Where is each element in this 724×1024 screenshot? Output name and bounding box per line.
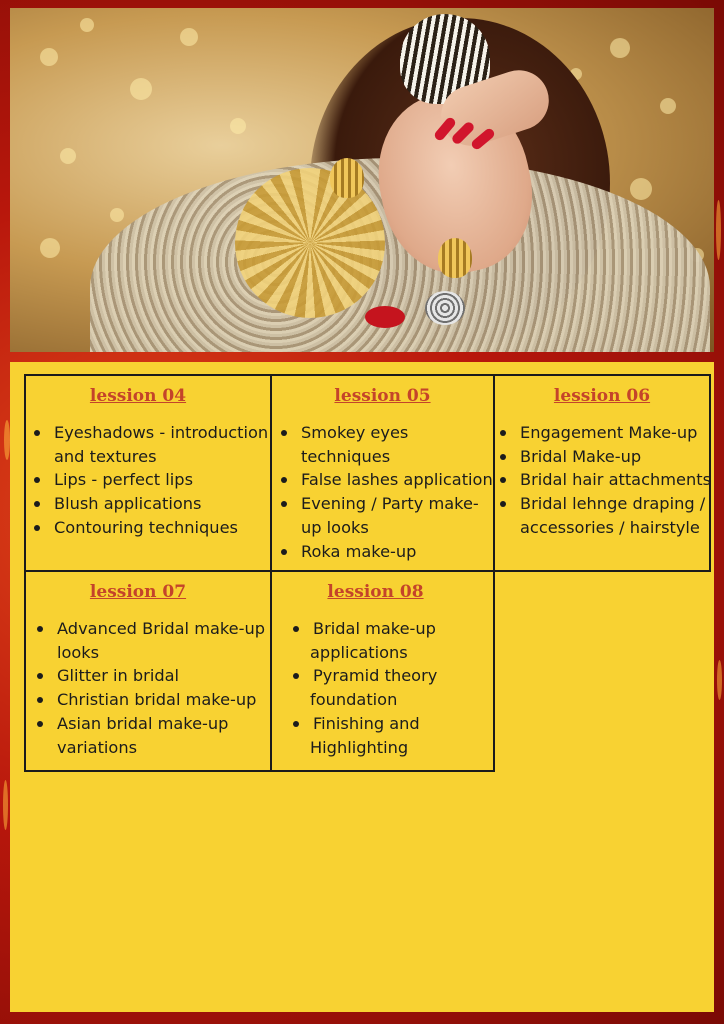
lesson-item: Asian bridal make-up: [32, 712, 265, 736]
bokeh-light: [630, 178, 652, 200]
lessons-grid: [24, 374, 711, 772]
lesson-item: Blush applications: [29, 492, 268, 516]
lesson-item: False lashes application: [276, 468, 493, 492]
lesson-cell-05: [270, 374, 495, 572]
bokeh-light: [180, 28, 198, 46]
lesson-item: Glitter in bridal: [32, 664, 265, 688]
bokeh-light: [80, 18, 94, 32]
hero-photo: [10, 8, 714, 352]
lesson-items: [495, 421, 711, 540]
lesson-item: Contouring techniques: [29, 516, 268, 540]
frame-speck: [717, 660, 722, 700]
bokeh-light: [110, 208, 124, 222]
bokeh-light: [660, 98, 676, 114]
lesson-item-continuation: applications: [310, 642, 408, 662]
lesson-items: [32, 617, 265, 759]
lesson-item: Bridal lehnge draping /: [495, 492, 711, 516]
lesson-item: Evening / Party make-: [276, 492, 493, 516]
red-bangle: [365, 306, 405, 328]
lesson-item: Finishing and: [288, 712, 437, 736]
lesson-item-continuation: up looks: [301, 517, 369, 537]
lesson-item: Roka make-up: [276, 540, 493, 564]
lesson-item-continuation: and textures: [54, 446, 157, 466]
lesson-item: Pyramid theory: [288, 664, 437, 688]
lessons-panel: [10, 362, 714, 1012]
lesson-item: Christian bridal make-up: [32, 688, 265, 712]
lesson-item: Bridal Make-up: [495, 445, 711, 469]
bokeh-light: [60, 148, 76, 164]
lesson-item: Smokey eyes: [276, 421, 493, 445]
lesson-item-continuation: Highlighting: [310, 737, 409, 757]
bokeh-light: [40, 48, 58, 66]
lesson-item: Eyeshadows - introduction: [29, 421, 268, 445]
lesson-title: lession 07: [89, 582, 187, 602]
bokeh-light: [40, 238, 60, 258]
bokeh-light: [230, 118, 246, 134]
lesson-item-continuation: foundation: [310, 690, 398, 710]
lesson-cell-04: [24, 374, 272, 572]
lesson-item: Lips - perfect lips: [29, 468, 268, 492]
earring: [438, 238, 472, 278]
lesson-title: lession 06: [553, 386, 651, 406]
earring: [330, 158, 364, 198]
lesson-item-continuation: variations: [57, 737, 138, 757]
lesson-item: Engagement Make-up: [495, 421, 711, 445]
lesson-item: Bridal hair attachments: [495, 468, 711, 492]
lesson-item: Bridal make-up: [288, 617, 437, 641]
lesson-cell-06: [493, 374, 711, 572]
lesson-item-continuation: techniques: [301, 446, 391, 466]
lesson-title: lession 08: [327, 582, 424, 602]
lesson-items: [288, 617, 437, 759]
lesson-title: lession 04: [89, 386, 187, 406]
lesson-item: Advanced Bridal make-up: [32, 617, 265, 641]
lesson-cell-08: [270, 570, 495, 772]
lesson-item-continuation: looks: [57, 642, 100, 662]
lesson-item-continuation: accessories / hairstyle: [520, 517, 700, 537]
frame-speck: [3, 780, 8, 830]
necklace: [235, 168, 385, 318]
lesson-title: lession 05: [334, 386, 431, 406]
lesson-items: [276, 421, 493, 563]
bokeh-light: [130, 78, 152, 100]
ring: [425, 291, 465, 325]
frame-speck: [716, 200, 721, 260]
lesson-cell-07: [24, 570, 272, 772]
bokeh-light: [610, 38, 630, 58]
lesson-items: [29, 421, 268, 540]
